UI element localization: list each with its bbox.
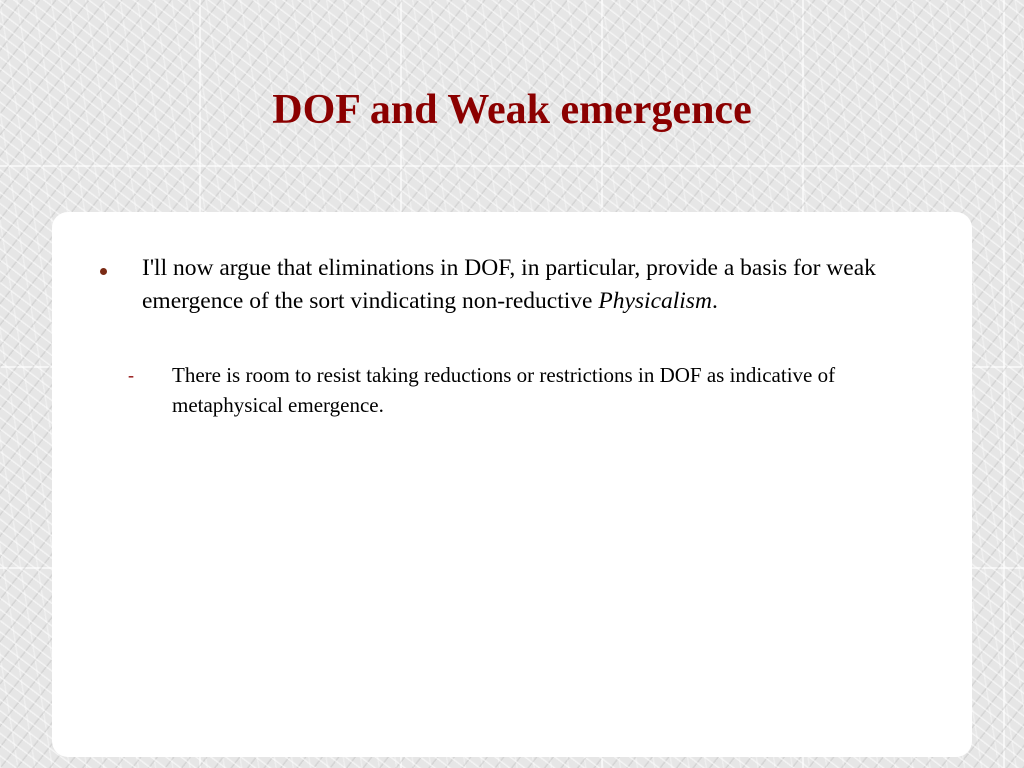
sub-bullet-dash-icon: - [128,365,134,385]
slide-title: DOF and Weak emergence [272,87,752,133]
bullet-text-main: I'll now argue that eliminations in DOF, in particular, provide a basis for weak emergence of the sort vindicating non-reductive [142,255,876,314]
bullet-text [142,252,942,318]
bullet-dot-icon [100,268,107,275]
sub-bullet-text: There is room to resist taking reductions or restrictions in DOF as indicative of metaphysical emergence. [172,363,836,417]
bullet-text-italic: Physicalism [598,288,712,314]
bullet-text-end: . [711,288,718,314]
content-panel [52,212,972,757]
